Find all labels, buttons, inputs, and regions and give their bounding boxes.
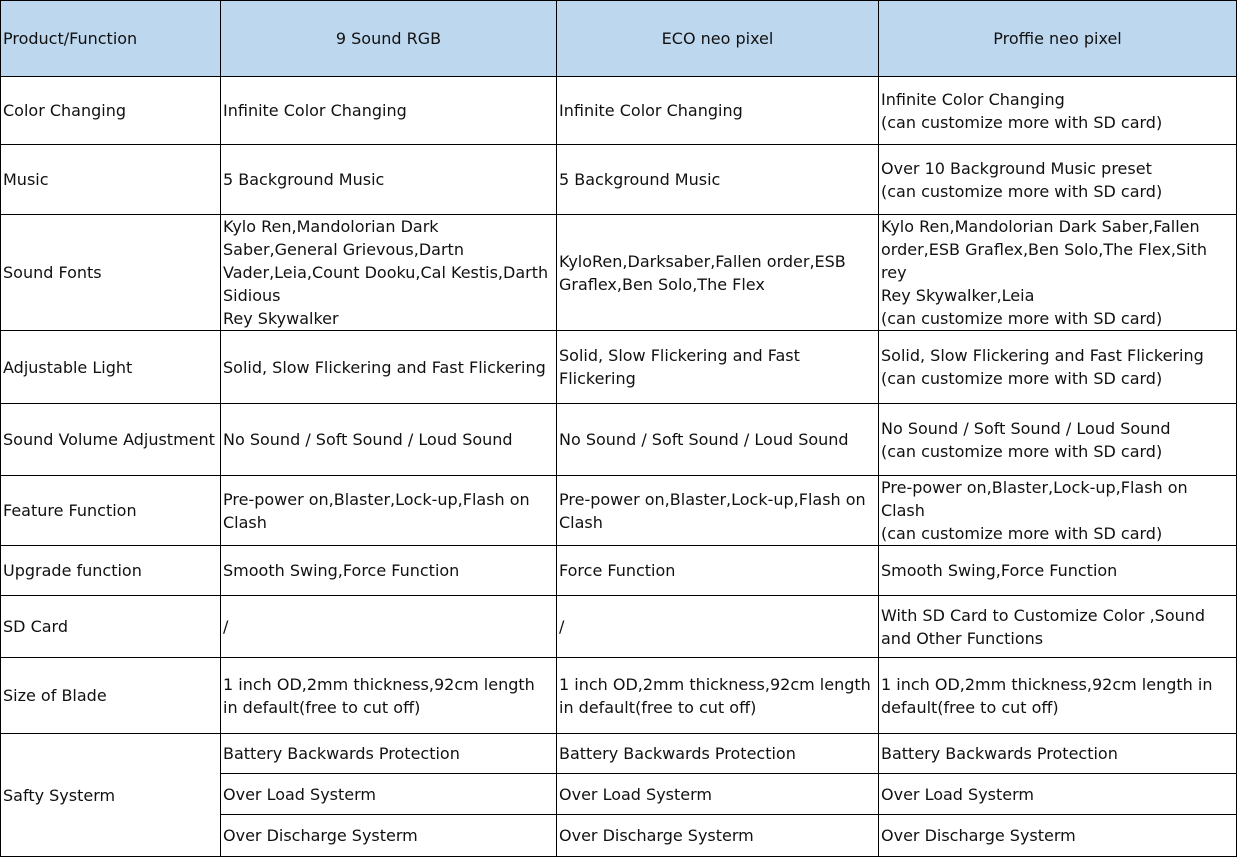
header-row (1, 1, 1237, 77)
feature-label: Color Changing (1, 77, 221, 145)
cell-proffie-neo-pixel: Over 10 Background Music preset (can customize more with SD card) (879, 145, 1237, 215)
row-sound-fonts (1, 215, 1237, 331)
cell-proffie-neo-pixel: Over Load Systerm (879, 774, 1237, 815)
row-color-changing (1, 77, 1237, 145)
feature-label: Sound Volume Adjustment (1, 404, 221, 476)
cell-9-sound-rgb: Infinite Color Changing (221, 77, 557, 145)
feature-label: Feature Function (1, 476, 221, 546)
cell-9-sound-rgb: Battery Backwards Protection (221, 734, 557, 774)
cell-9-sound-rgb: 5 Background Music (221, 145, 557, 215)
cell-eco-neo-pixel: Over Discharge Systerm (557, 815, 879, 857)
row-music (1, 145, 1237, 215)
cell-9-sound-rgb: / (221, 596, 557, 658)
feature-label: Size of Blade (1, 658, 221, 734)
cell-eco-neo-pixel: Over Load Systerm (557, 774, 879, 815)
cell-eco-neo-pixel: Infinite Color Changing (557, 77, 879, 145)
cell-9-sound-rgb: No Sound / Soft Sound / Loud Sound (221, 404, 557, 476)
feature-label: Music (1, 145, 221, 215)
feature-label: Upgrade function (1, 546, 221, 596)
row-adjustable-light (1, 331, 1237, 404)
cell-proffie-neo-pixel: Smooth Swing,Force Function (879, 546, 1237, 596)
row-sound-volume-adjustment (1, 404, 1237, 476)
cell-proffie-neo-pixel: Pre-power on,Blaster,Lock-up,Flash on Clash (can customize more with SD card) (879, 476, 1237, 546)
cell-eco-neo-pixel: / (557, 596, 879, 658)
cell-9-sound-rgb: Over Load Systerm (221, 774, 557, 815)
feature-label: Adjustable Light (1, 331, 221, 404)
cell-eco-neo-pixel: 1 inch OD,2mm thickness,92cm length in default(free to cut off) (557, 658, 879, 734)
cell-9-sound-rgb: Smooth Swing,Force Function (221, 546, 557, 596)
feature-label: Sound Fonts (1, 215, 221, 331)
cell-proffie-neo-pixel: 1 inch OD,2mm thickness,92cm length in default(free to cut off) (879, 658, 1237, 734)
cell-proffie-neo-pixel: Kylo Ren,Mandolorian Dark Saber,Fallen order,ESB Graflex,Ben Solo,The Flex,Sith rey Rey Skywalker,Leia (can customize more with SD card) (879, 215, 1237, 331)
cell-eco-neo-pixel: Battery Backwards Protection (557, 734, 879, 774)
cell-9-sound-rgb: Solid, Slow Flickering and Fast Flickering (221, 331, 557, 404)
cell-9-sound-rgb: 1 inch OD,2mm thickness,92cm length in default(free to cut off) (221, 658, 557, 734)
cell-proffie-neo-pixel: Battery Backwards Protection (879, 734, 1237, 774)
cell-proffie-neo-pixel: With SD Card to Customize Color ,Sound and Other Functions (879, 596, 1237, 658)
cell-proffie-neo-pixel: Over Discharge Systerm (879, 815, 1237, 857)
cell-9-sound-rgb: Pre-power on,Blaster,Lock-up,Flash on Clash (221, 476, 557, 546)
cell-eco-neo-pixel: KyloRen,Darksaber,Fallen order,ESB Graflex,Ben Solo,The Flex (557, 215, 879, 331)
feature-label: Safty Systerm (1, 734, 221, 857)
row-safety-system (1, 734, 1237, 774)
header-proffie-neo-pixel: Proffie neo pixel (879, 1, 1237, 77)
cell-eco-neo-pixel: Pre-power on,Blaster,Lock-up,Flash on Clash (557, 476, 879, 546)
row-upgrade-function (1, 546, 1237, 596)
header-product-function: Product/Function (1, 1, 221, 77)
cell-proffie-neo-pixel: No Sound / Soft Sound / Loud Sound (can customize more with SD card) (879, 404, 1237, 476)
row-feature-function (1, 476, 1237, 546)
cell-proffie-neo-pixel: Solid, Slow Flickering and Fast Flickering (can customize more with SD card) (879, 331, 1237, 404)
cell-eco-neo-pixel: Force Function (557, 546, 879, 596)
cell-eco-neo-pixel: No Sound / Soft Sound / Loud Sound (557, 404, 879, 476)
row-sd-card (1, 596, 1237, 658)
cell-9-sound-rgb: Over Discharge Systerm (221, 815, 557, 857)
row-size-of-blade (1, 658, 1237, 734)
cell-proffie-neo-pixel: Infinite Color Changing (can customize more with SD card) (879, 77, 1237, 145)
cell-eco-neo-pixel: 5 Background Music (557, 145, 879, 215)
cell-9-sound-rgb: Kylo Ren,Mandolorian Dark Saber,General Grievous,Dartn Vader,Leia,Count Dooku,Cal Kestis,Darth Sidious Rey Skywalker (221, 215, 557, 331)
header-9-sound-rgb: 9 Sound RGB (221, 1, 557, 77)
cell-eco-neo-pixel: Solid, Slow Flickering and Fast Flickering (557, 331, 879, 404)
header-eco-neo-pixel: ECO neo pixel (557, 1, 879, 77)
feature-label: SD Card (1, 596, 221, 658)
